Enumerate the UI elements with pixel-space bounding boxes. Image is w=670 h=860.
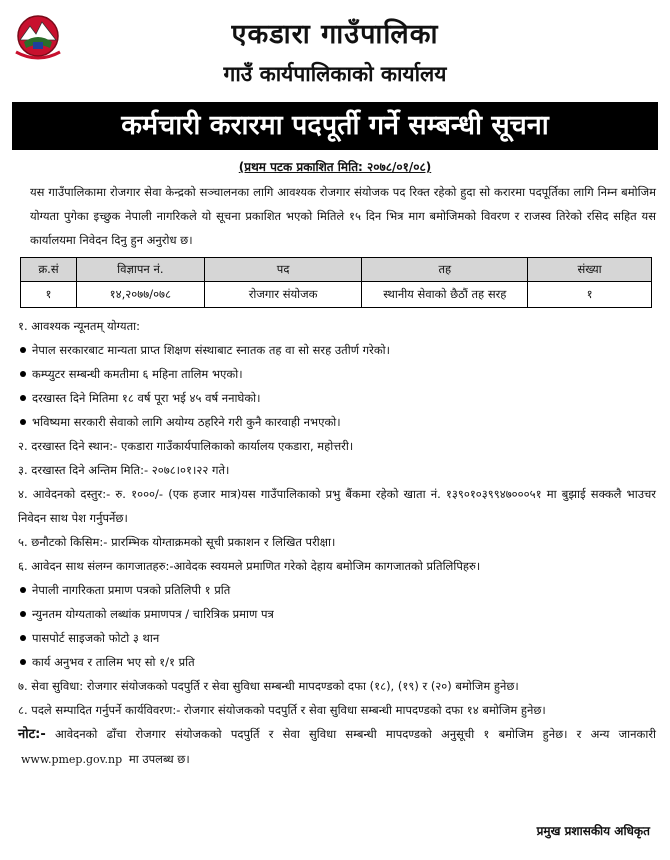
note-tail: मा उपलब्ध छ।: [128, 752, 190, 766]
cell-count: १: [528, 282, 652, 308]
publication-date-text: (प्रथम पटक प्रकाशित मिति: २०७८/०१/०८): [238, 160, 432, 174]
note-label: नोट:-: [18, 727, 46, 742]
note-url: www.pmep.gov.np: [21, 753, 123, 766]
signature-title: प्रमुख प्रशासकीय अधिकृत: [536, 824, 650, 838]
list-item: भविष्यमा सरकारी सेवाको लागि अयोग्य ठहरिने गरी कुनै कारवाही नभएको।: [18, 410, 656, 434]
section-7: ७. सेवा सुविधा: रोजगार संयोजकको पदपुर्ति र सेवा सुविधा सम्बन्धी मापदण्डको दफा (१८), (१९) र (२०) बमोजिम हुनेछ।: [18, 679, 519, 693]
note-text: आवेदनको ढाँचा रोजगार संयोजकको पदपुर्ति र सेवा सुविधा सम्बन्धी मापदण्डको अनुसूची १ बमोजिम हुनेछ। र अन्य जानकारी: [54, 727, 657, 741]
section-6-title: ६. आवेदन साथ संलग्न कागजातहरु:-आवेदक स्वयमले प्रमाणित गरेको देहाय बमोजिम कागजातको प्रतिलिपिहरु।: [18, 559, 481, 573]
cell-level: स्थानीय सेवाको छैठौं तह सरह: [362, 282, 528, 308]
section-8: ८. पदले सम्पादित गर्नुपर्ने कार्यविवरण:- रोजगार संयोजकको पदपुर्ति र सेवा सुविधा सम्बन्धी मापदण्डको दफा १४ बमोजिम हुनेछ।: [18, 703, 546, 717]
notice-body: [18, 314, 656, 772]
list-item: दरखास्त दिने मितिमा १८ वर्ष पूरा भई ४५ वर्ष ननाघेको।: [18, 386, 656, 410]
municipality-title: एकडारा गाउँपालिका: [231, 19, 439, 50]
col-header-ad-no: विज्ञापन नं.: [76, 258, 204, 282]
cell-sn: १: [21, 282, 77, 308]
cell-post: रोजगार संयोजक: [204, 282, 362, 308]
section-1-title: १. आवश्यक न्यूनतम् योग्यता:: [18, 319, 140, 333]
list-item: कार्य अनुभव र तालिम भए सो १/१ प्रति: [18, 650, 656, 674]
col-header-level: तह: [362, 258, 528, 282]
list-item: नेपाली नागरिकता प्रमाण पत्रको प्रतिलिपी १ प्रति: [18, 578, 656, 602]
section-5: ५. छनौटको किसिम:- प्रारम्भिक योग्ताक्रमको सूची प्रकाशन र लिखित परीक्षा।: [18, 535, 336, 549]
notice-banner: कर्मचारी करारमा पदपूर्ती गर्ने सम्बन्धी सूचना: [12, 102, 658, 150]
list-item: नेपाल सरकारबाट मान्यता प्राप्त शिक्षण संस्थाबाट स्नातक तह वा सो सरह उतीर्ण गरेको।: [18, 338, 656, 362]
note: [18, 722, 656, 772]
publication-date: [0, 158, 670, 175]
section-2: २. दरखास्त दिने स्थान:- एकडारा गाउँकार्यपालिकाको कार्यालय एकडारा, महोत्तरी।: [18, 439, 354, 453]
list-item: न्युनतम योग्यताको लब्धांक प्रमाणपत्र / चारित्रिक प्रमाण पत्र: [18, 602, 656, 626]
col-header-post: पद: [204, 258, 362, 282]
section-4: ४. आवेदनको दस्तुर:- रु. १०००/- (एक हजार मात्र)यस गाउँपालिकाको प्रभु बैंकमा रहेको खाता नं. १३९०१०३९९४७०००५१ मा बुझाई सक्कलै भाउचर निवेदन साथ पेश गर्नुपर्नेछ।: [18, 487, 656, 525]
intro-paragraph: यस गाउँपालिकामा रोजगार सेवा केन्द्रको सञ्चालनका लागि आवश्यक रोजगार संयोजक पद रिक्त रहेको हुदा सो करारमा पदपूर्तिका लागि निम्न बमोजिम योग्यता पुगेका इच्छुक नेपाली नागरिकले यो सूचना प्रकाशित भएको मितिले १५ दिन भित्र माग बमोजिमको विवरण र राजस्व तिरेको रसिद सहित यस कार्यालयमा निवेदन दिनु हुन अनुरोध छ।: [30, 185, 656, 247]
col-header-sn: क्र.सं: [21, 258, 77, 282]
list-item: पासपोर्ट साइजको फोटो ३ थान: [18, 626, 656, 650]
table-header-row: [21, 258, 652, 282]
list-item: कम्प्युटर सम्बन्धी कमतीमा ६ महिना तालिम भएको।: [18, 362, 656, 386]
section-3: ३. दरखास्त दिने अन्तिम मिति:- २०७८।०१।२२ गते।: [18, 463, 230, 477]
cell-ad-no: १४,२०७७/०७८: [76, 282, 204, 308]
col-header-count: संख्या: [528, 258, 652, 282]
table-row: [21, 282, 652, 308]
office-subtitle: गाउँ कार्यपालिकाको कार्यालय: [223, 62, 447, 86]
vacancy-table: [20, 257, 652, 308]
